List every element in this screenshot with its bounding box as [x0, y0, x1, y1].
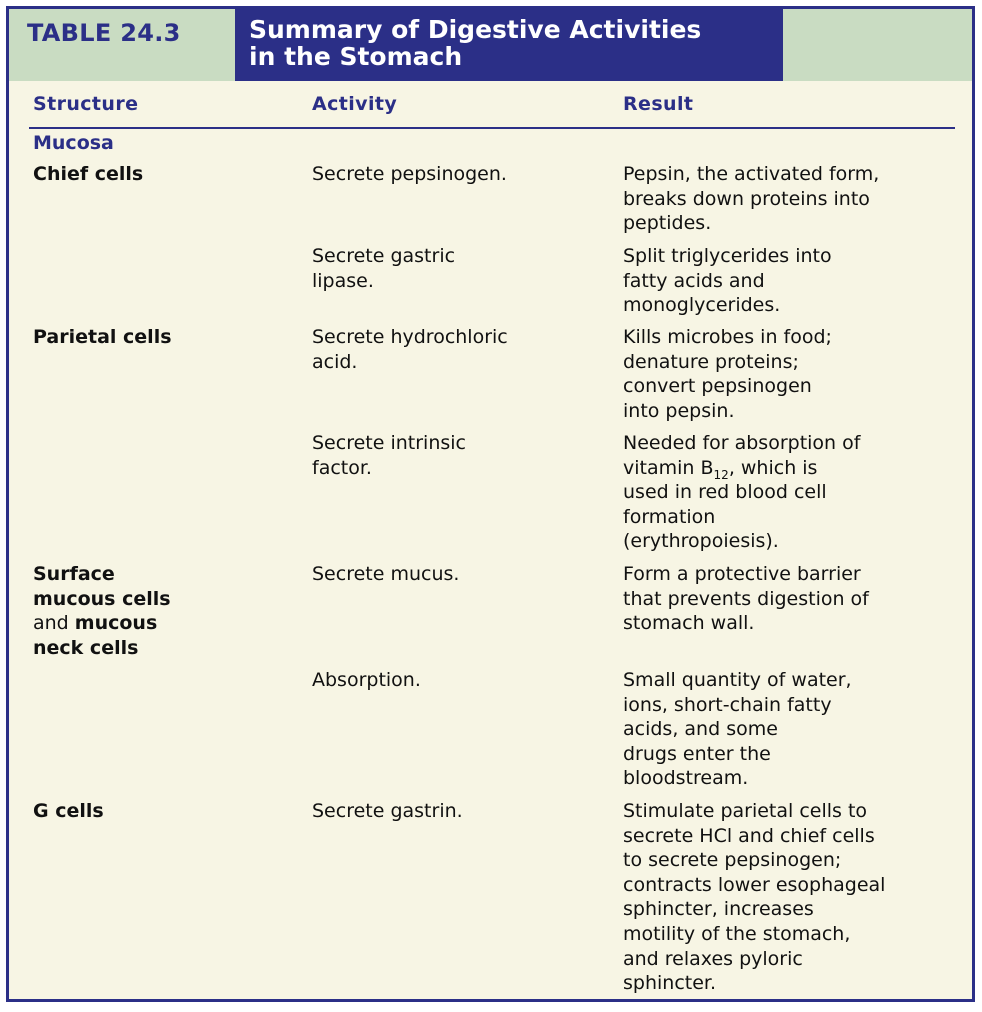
structure-g-cells: G cells	[33, 800, 104, 822]
activity-secrete-gastric-lipase: Secrete gastric lipase.	[312, 245, 456, 292]
summary-table	[6, 6, 975, 1002]
result-hcl: Kills microbes in food; denature proteins; convert pepsinogen into pepsin.	[623, 326, 832, 422]
activity-secrete-mucus: Secrete mucus.	[312, 563, 460, 585]
table-title-line-2: in the Stomach	[249, 42, 463, 71]
table-title	[235, 9, 783, 81]
table-title-line-1: Summary of Digestive Activities	[249, 15, 702, 44]
column-header-activity: Activity	[312, 93, 398, 115]
result-gastrin: Stimulate parietal cells to secrete HCl and chief cells to secrete pepsinogen; contracts lower esophageal sphincter, increases motility of the stomach, and relaxes pyloric sphincter.	[623, 800, 886, 995]
activity-secrete-pepsinogen: Secrete pepsinogen.	[312, 163, 507, 185]
structure-surface-mucous-cells: Surface mucous cells and mucous neck cells	[33, 563, 171, 659]
result-mucus: Form a protective barrier that prevents digestion of stomach wall.	[623, 563, 869, 635]
activity-secrete-hcl: Secrete hydrochloric acid.	[312, 326, 508, 373]
structure-chief-cells: Chief cells	[33, 163, 144, 185]
section-heading-mucosa: Mucosa	[33, 132, 114, 154]
result-lipase: Split triglycerides into fatty acids and monoglycerides.	[623, 245, 832, 317]
column-header-structure: Structure	[33, 93, 139, 115]
result-intrinsic-factor: Needed for absorption of vitamin $B_{12}$, which is used in red blood cell formation (erythropoiesis).	[623, 432, 861, 553]
result-pepsin: Pepsin, the activated form, breaks down proteins into peptides.	[623, 163, 880, 235]
column-header-result: Result	[623, 93, 694, 115]
activity-secrete-gastrin: Secrete gastrin.	[312, 800, 463, 822]
structure-parietal-cells: Parietal cells	[33, 326, 172, 348]
activity-secrete-intrinsic-factor: Secrete intrinsic factor.	[312, 432, 466, 479]
header-divider	[29, 127, 955, 129]
table-title-bar	[9, 9, 972, 81]
result-absorption: Small quantity of water, ions, short-chain fatty acids, and some drugs enter the bloodstream.	[623, 669, 852, 790]
table-number: TABLE 24.3	[27, 19, 181, 47]
activity-absorption: Absorption.	[312, 669, 421, 691]
